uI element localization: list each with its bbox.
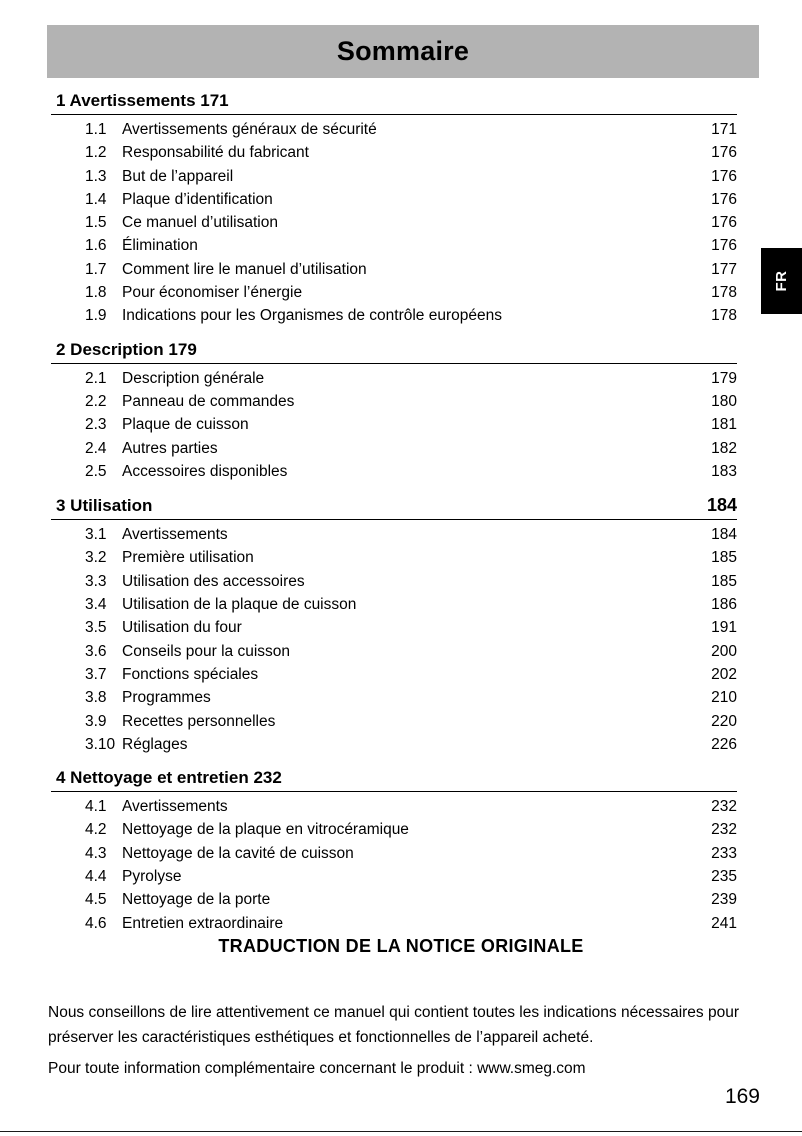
toc-entry-label: Accessoires disponibles [122,462,288,480]
toc-entry-page: 220 [711,712,737,730]
toc-entry-label: Comment lire le manuel d’utilisation [122,260,367,278]
toc-section [51,767,737,935]
toc-entry[interactable] [51,912,737,935]
toc-entry-label: Recettes personnelles [122,712,276,730]
toc-entry[interactable] [51,842,737,865]
toc-entry[interactable] [51,390,737,413]
footer-paragraph-2: Pour toute information complémentaire concernant le produit : www.smeg.com [48,1060,586,1077]
toc-entry-number: 1.3 [85,167,107,185]
toc-entry-number: 4.5 [85,891,107,909]
toc-entry-page: 185 [711,549,737,567]
toc-entry-list [51,520,737,756]
toc-section-heading[interactable] [51,90,737,112]
toc-section-heading[interactable] [51,339,737,361]
toc-entry-page: 179 [711,369,737,387]
toc-entry[interactable] [51,188,737,211]
toc-entry[interactable] [51,570,737,593]
page-header-bar [47,25,759,78]
toc-entry-page: 176 [711,214,737,232]
toc-entry-label: Nettoyage de la cavité de cuisson [122,844,354,862]
toc-entry-page: 183 [711,462,737,480]
toc-entry-number: 3.3 [85,572,107,590]
toc-entry[interactable] [51,733,737,756]
toc-entry[interactable] [51,367,737,390]
toc-entry-number: 3.5 [85,619,107,637]
toc-entry-number: 2.2 [85,392,107,410]
toc-entry[interactable] [51,258,737,281]
toc-entry-number: 1.9 [85,307,107,325]
toc-section-gap [51,756,737,767]
toc-section-heading-page: 184 [706,495,737,516]
toc-entry-label: Responsabilité du fabricant [122,144,309,162]
toc-entry[interactable] [51,795,737,818]
page-bottom-rule [0,1131,802,1132]
toc-entry[interactable] [51,118,737,141]
toc-entry-label: Entretien extraordinaire [122,914,284,932]
toc-entry[interactable] [51,616,737,639]
toc-entry-label: Avertissements généraux de sécurité [122,121,377,138]
footer-text-block [48,1000,760,1081]
toc-entry-number: 1.6 [85,237,107,255]
toc-section [51,494,737,756]
toc-entry-label: Plaque de cuisson [122,416,249,434]
toc-entry-page: 178 [711,284,737,302]
toc-entry-number: 3.2 [85,549,107,567]
toc-entry-page: 182 [711,439,737,457]
toc-entry-page: 171 [711,121,737,138]
toc-entry-page: 241 [711,914,737,932]
toc-entry-page: 181 [711,416,737,434]
toc-entry[interactable] [51,211,737,234]
toc-entry-list [51,115,737,328]
translation-notice-heading: TRADUCTION DE LA NOTICE ORIGINALE [218,936,584,956]
toc-entry-page: 232 [711,821,737,839]
toc-entry-page: 176 [711,144,737,162]
toc-entry-page: 185 [711,572,737,590]
toc-entry-number: 1.2 [85,144,107,162]
page-number: 169 [724,1085,760,1108]
toc-section-heading-title: 1 Avertissements 171 [56,91,229,110]
toc-entry-number: 4.2 [85,821,107,839]
toc-entry-label: Pour économiser l’énergie [122,284,303,302]
toc-entry-number: 1.8 [85,284,107,302]
toc-entry-number: 1.7 [85,260,107,278]
toc-entry-label: Conseils pour la cuisson [122,642,291,660]
toc-entry[interactable] [51,663,737,686]
toc-entry-label: Pyrolyse [122,868,182,886]
toc-entry-page: 200 [711,642,737,660]
toc-entry[interactable] [51,888,737,911]
toc-entry-number: 1.5 [85,214,107,232]
toc-entry-label: Avertissements [122,798,228,816]
toc-entry-number: 4.3 [85,844,107,862]
toc-section-gap [51,328,737,339]
toc-entry-label: Programmes [122,689,211,707]
toc-entry-number: 4.1 [85,798,107,816]
toc-entry-label: Description générale [122,369,265,387]
toc-entry-label: Première utilisation [122,549,254,567]
toc-entry-number: 3.10 [85,735,116,753]
language-side-tab [761,248,802,314]
toc-entry-page: 191 [711,619,737,637]
toc-entry[interactable] [51,165,737,188]
toc-entry[interactable] [51,413,737,436]
toc-section-heading[interactable] [51,494,737,517]
toc-entry-label: Utilisation de la plaque de cuisson [122,596,357,614]
toc-entry-label: Ce manuel d’utilisation [122,214,278,232]
toc-entry-number: 1.1 [85,121,107,138]
toc-entry-label: Utilisation des accessoires [122,572,305,590]
toc-entry-number: 3.1 [85,526,107,544]
toc-entry-page: 226 [711,735,737,753]
toc-entry-number: 2.3 [85,416,107,434]
toc-entry[interactable] [51,546,737,569]
toc-entry-page: 186 [711,596,737,614]
toc-section [51,339,737,483]
toc-entry-label: Indications pour les Organismes de contrôle européens [122,307,502,325]
toc-entry-number: 4.4 [85,868,107,886]
toc-entry-number: 4.6 [85,914,107,932]
toc-entry-page: 176 [711,237,737,255]
toc-entry-page: 202 [711,665,737,683]
toc-entry[interactable] [51,460,737,483]
toc-entry-number: 2.1 [85,369,107,387]
toc-entry-label: But de l’appareil [122,167,234,185]
language-side-tab-label: FR [773,270,790,292]
toc-entry-label: Utilisation du four [122,619,242,637]
toc-entry[interactable] [51,437,737,460]
toc-entry-number: 2.5 [85,462,107,480]
toc-entry-page: 184 [711,526,737,544]
toc-entry-number: 2.4 [85,439,107,457]
toc-entry-page: 177 [711,260,737,278]
table-of-contents [51,90,737,935]
toc-entry-label: Nettoyage de la plaque en vitrocéramique [122,821,409,839]
toc-entry-label: Avertissements [122,526,228,544]
toc-entry-label: Élimination [122,237,198,255]
toc-entry-number: 3.4 [85,596,107,614]
toc-entry-page: 232 [711,798,737,816]
toc-entry-number: 1.4 [85,190,107,208]
toc-entry-list [51,364,737,483]
toc-entry[interactable] [51,818,737,841]
toc-section-heading[interactable] [51,767,737,789]
toc-entry-number: 3.6 [85,642,107,660]
toc-entry[interactable] [51,304,737,327]
toc-entry[interactable] [51,141,737,164]
toc-entry[interactable] [51,593,737,616]
toc-entry-page: 210 [711,689,737,707]
toc-entry[interactable] [51,234,737,257]
toc-entry-label: Autres parties [122,439,218,457]
toc-entry-number: 3.9 [85,712,107,730]
toc-entry-label: Plaque d’identification [122,190,273,208]
toc-entry-label: Réglages [122,735,188,753]
page-title: Sommaire [336,36,470,66]
toc-entry-number: 3.8 [85,689,107,707]
toc-entry-page: 235 [711,868,737,886]
toc-entry-page: 176 [711,190,737,208]
toc-section [51,90,737,328]
footer-paragraph-1: Nous conseillons de lire attentivement ce manuel qui contient toutes les indications nécessaires pour préserver les caractéristiques esthétiques et fonctionnelles de l’appareil acheté. [48,1004,739,1046]
toc-entry-page: 233 [711,844,737,862]
toc-entry-page: 180 [711,392,737,410]
toc-section-gap [51,483,737,494]
toc-entry-page: 178 [711,307,737,325]
toc-entry-label: Fonctions spéciales [122,665,259,683]
toc-section-heading-title: 4 Nettoyage et entretien 232 [56,768,282,788]
toc-entry-list [51,792,737,935]
toc-entry-label: Panneau de commandes [122,392,295,410]
toc-entry-number: 3.7 [85,665,107,683]
toc-entry[interactable] [51,523,737,546]
toc-entry[interactable] [51,865,737,888]
toc-entry[interactable] [51,640,737,663]
toc-entry[interactable] [51,281,737,304]
toc-entry-label: Nettoyage de la porte [122,891,271,909]
toc-entry-page: 239 [711,891,737,909]
toc-entry-page: 176 [711,167,737,185]
toc-entry[interactable] [51,686,737,709]
toc-section-heading-title: 3 Utilisation [56,496,153,516]
toc-entry[interactable] [51,710,737,733]
toc-section-heading-title: 2 Description 179 [56,339,197,359]
